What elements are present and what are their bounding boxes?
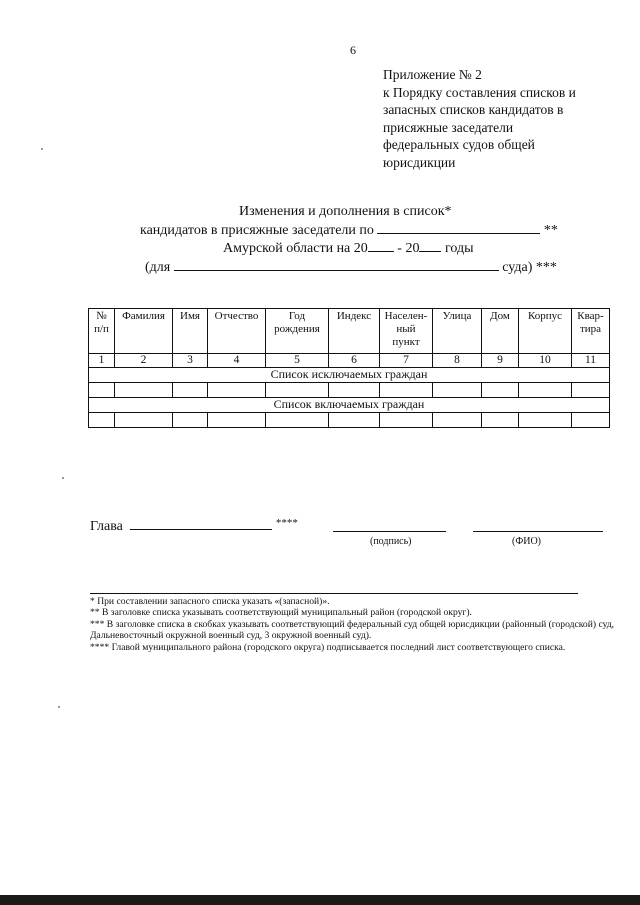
table-cell[interactable] (266, 413, 329, 428)
table-cell[interactable] (266, 383, 329, 398)
col-header: Имя (173, 309, 208, 354)
table-row (89, 383, 610, 398)
appendix-line: присяжные заседатели (383, 119, 514, 135)
col-header: Населен-ный пункт (380, 309, 433, 354)
signature-label: Глава (90, 519, 123, 534)
table-cell[interactable] (433, 383, 482, 398)
table-cell[interactable] (380, 383, 433, 398)
table-cell[interactable] (433, 413, 482, 428)
district-blank (377, 221, 540, 234)
table-cell[interactable] (89, 383, 115, 398)
section-excluded-label: Список исключаемых граждан (89, 368, 610, 383)
column-number: 6 (329, 354, 380, 368)
footnote: ** В заголовке списка указывать соответствующий муниципальный район (городской округ). (90, 607, 472, 619)
title-line-4-text: (для (145, 260, 171, 275)
table-cell[interactable] (208, 383, 266, 398)
name-line (473, 531, 603, 532)
appendix-line: Приложение № 2 (383, 67, 482, 82)
col-header: Индекс (329, 309, 380, 354)
column-number: 4 (208, 354, 266, 368)
appendix-line: федеральных судов общей (383, 137, 535, 152)
scan-speck (62, 477, 64, 479)
appendix-line: к Порядку составления списков и (383, 84, 576, 100)
table-row (89, 413, 610, 428)
column-number: 8 (433, 354, 482, 368)
column-number-row (89, 354, 610, 368)
title-line-2 (140, 221, 558, 240)
title-line-3-dash: - 20 (397, 241, 420, 256)
table-cell[interactable] (519, 383, 572, 398)
table-cell[interactable] (329, 383, 380, 398)
col-header: Улица (433, 309, 482, 354)
signature-caption: (подпись) (370, 536, 412, 547)
title-line-2-text: кандидатов в присяжные заседатели по (140, 223, 374, 238)
table-cell[interactable] (482, 383, 519, 398)
year-end-blank (419, 239, 441, 252)
footnote: **** Главой муниципального района (городского округа) подписывается последний лист соответствующего списка. (90, 641, 566, 653)
title-line-2-stars: ** (543, 223, 558, 238)
column-number: 1 (89, 354, 115, 368)
table-cell[interactable] (173, 383, 208, 398)
changes-table (88, 308, 610, 428)
year-start-blank (368, 239, 394, 252)
title-line-3-years: годы (444, 241, 474, 256)
table-cell[interactable] (519, 413, 572, 428)
column-number: 2 (115, 354, 173, 368)
title-line-1: Изменения и дополнения в список* (239, 204, 452, 219)
section-included-label: Список включаемых граждан (89, 398, 610, 413)
head-name-blank (130, 517, 272, 530)
table-cell[interactable] (329, 413, 380, 428)
title-line-4 (145, 258, 557, 277)
table-cell[interactable] (572, 413, 610, 428)
appendix-line: юрисдикции (383, 154, 456, 170)
column-number: 5 (266, 354, 329, 368)
table-cell[interactable] (482, 413, 519, 428)
appendix-heading (383, 66, 623, 171)
table-cell[interactable] (208, 413, 266, 428)
footnote-divider (90, 593, 578, 594)
table-cell[interactable] (173, 413, 208, 428)
col-header: Корпус (519, 309, 572, 354)
table-cell[interactable] (380, 413, 433, 428)
scan-speck (58, 706, 60, 708)
title-line-3-text: Амурской области на 20 (223, 241, 368, 256)
column-number: 9 (482, 354, 519, 368)
signature-block (90, 517, 298, 535)
footnote: *** В заголовке списка в скобках указывать соответствующий федеральный суд общей юрисдикции (районный (городской) суд, Дальневосточный окружной военный суд, 3 окружной военный суд). (90, 618, 615, 642)
col-header: Фамилия (115, 309, 173, 354)
signature-line (333, 531, 446, 532)
col-header: Дом (482, 309, 519, 354)
table-cell[interactable] (89, 413, 115, 428)
section-row-excluded (89, 368, 610, 383)
col-header: Квар-тира (572, 309, 610, 354)
column-number: 11 (572, 354, 610, 368)
footnote: * При составлении запасного списка указать «(запасной)». (90, 596, 330, 607)
section-row-included (89, 398, 610, 413)
scan-edge (0, 895, 640, 905)
col-header: Отчество (208, 309, 266, 354)
title-line-3 (223, 239, 473, 258)
table-cell[interactable] (115, 383, 173, 398)
footnotes (90, 596, 620, 653)
column-number: 3 (173, 354, 208, 368)
court-blank (174, 258, 499, 271)
name-caption: (ФИО) (512, 536, 542, 547)
appendix-line: запасных списков кандидатов в (383, 102, 564, 117)
table-cell[interactable] (572, 383, 610, 398)
title-line-4-suffix: суда) *** (502, 260, 557, 275)
header-row (89, 309, 610, 354)
column-number: 10 (519, 354, 572, 368)
col-header: Год рождения (266, 309, 329, 354)
page-number: 6 (350, 43, 356, 57)
signature-stars: **** (275, 517, 298, 529)
table-cell[interactable] (115, 413, 173, 428)
column-number: 7 (380, 354, 433, 368)
scan-speck (41, 148, 43, 150)
col-header: № п/п (89, 309, 115, 354)
